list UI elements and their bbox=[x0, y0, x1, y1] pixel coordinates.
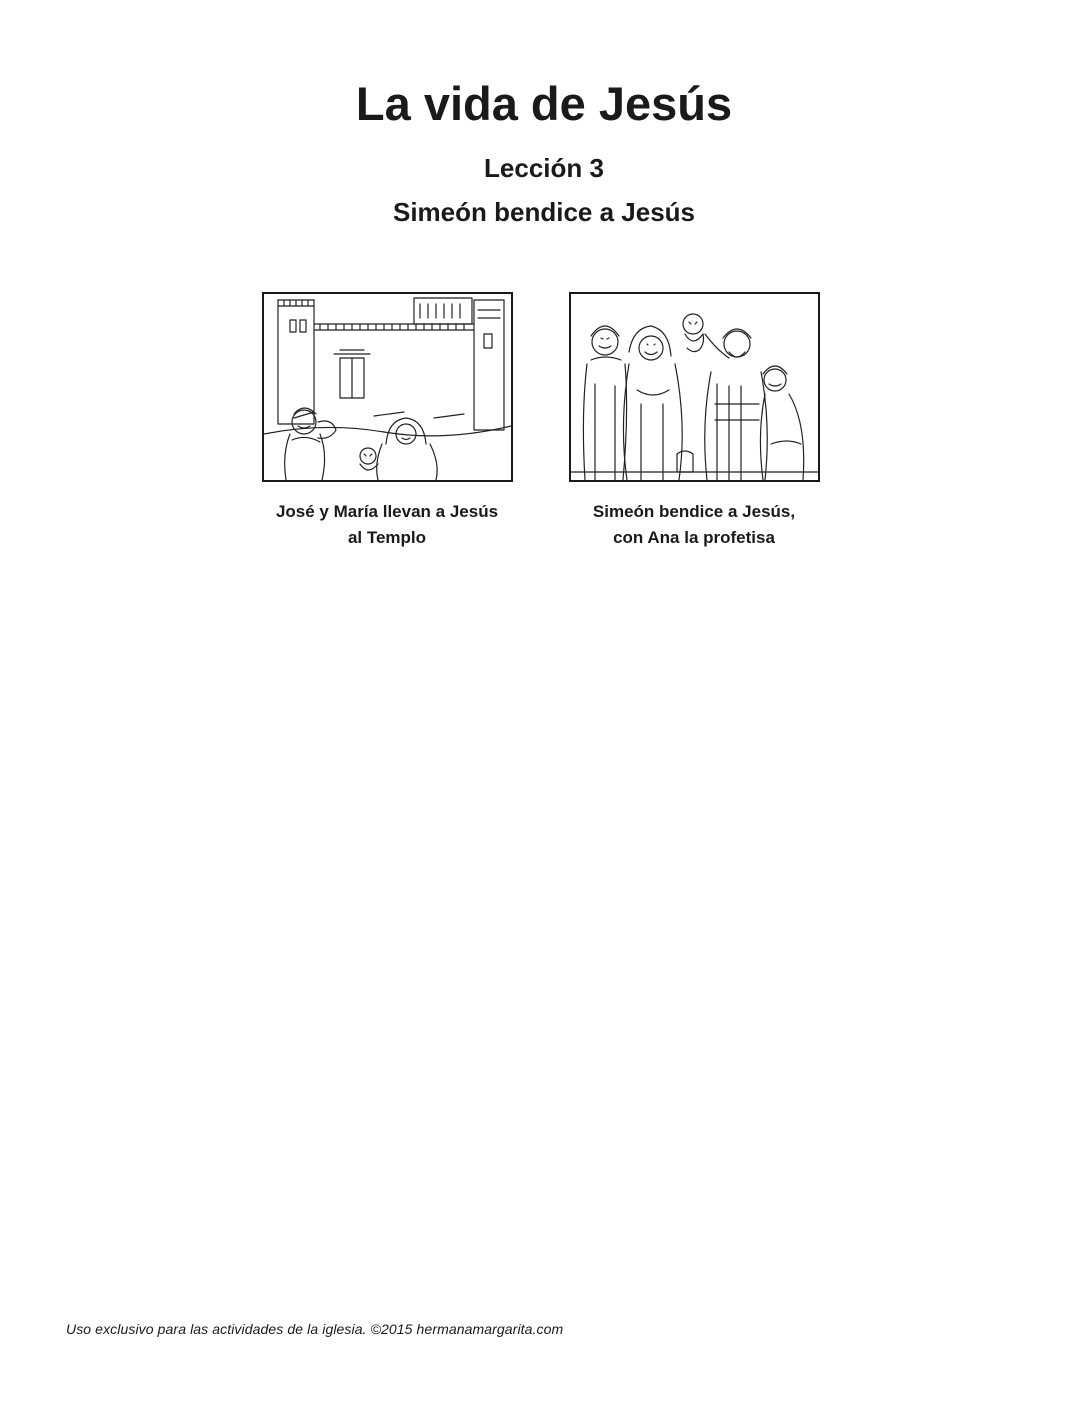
caption-line: con Ana la profetisa bbox=[613, 528, 775, 547]
caption-line: José y María llevan a Jesús bbox=[275, 502, 499, 521]
caption-line: Simeón bendice a Jesús, bbox=[592, 502, 796, 521]
caption-simeon bbox=[544, 499, 844, 551]
caption-temple bbox=[237, 499, 537, 551]
temple-scene-illustration bbox=[262, 292, 513, 482]
footer-copyright: Uso exclusivo para las actividades de la iglesia. ©2015 hermanamargarita.com bbox=[66, 1321, 564, 1337]
lesson-number: Lección 3 bbox=[484, 153, 604, 183]
caption-line: al Templo bbox=[347, 528, 427, 547]
page-title: La vida de Jesús bbox=[355, 77, 733, 130]
simeon-blessing-illustration bbox=[569, 292, 820, 482]
lesson-title: Simeón bendice a Jesús bbox=[392, 197, 695, 227]
